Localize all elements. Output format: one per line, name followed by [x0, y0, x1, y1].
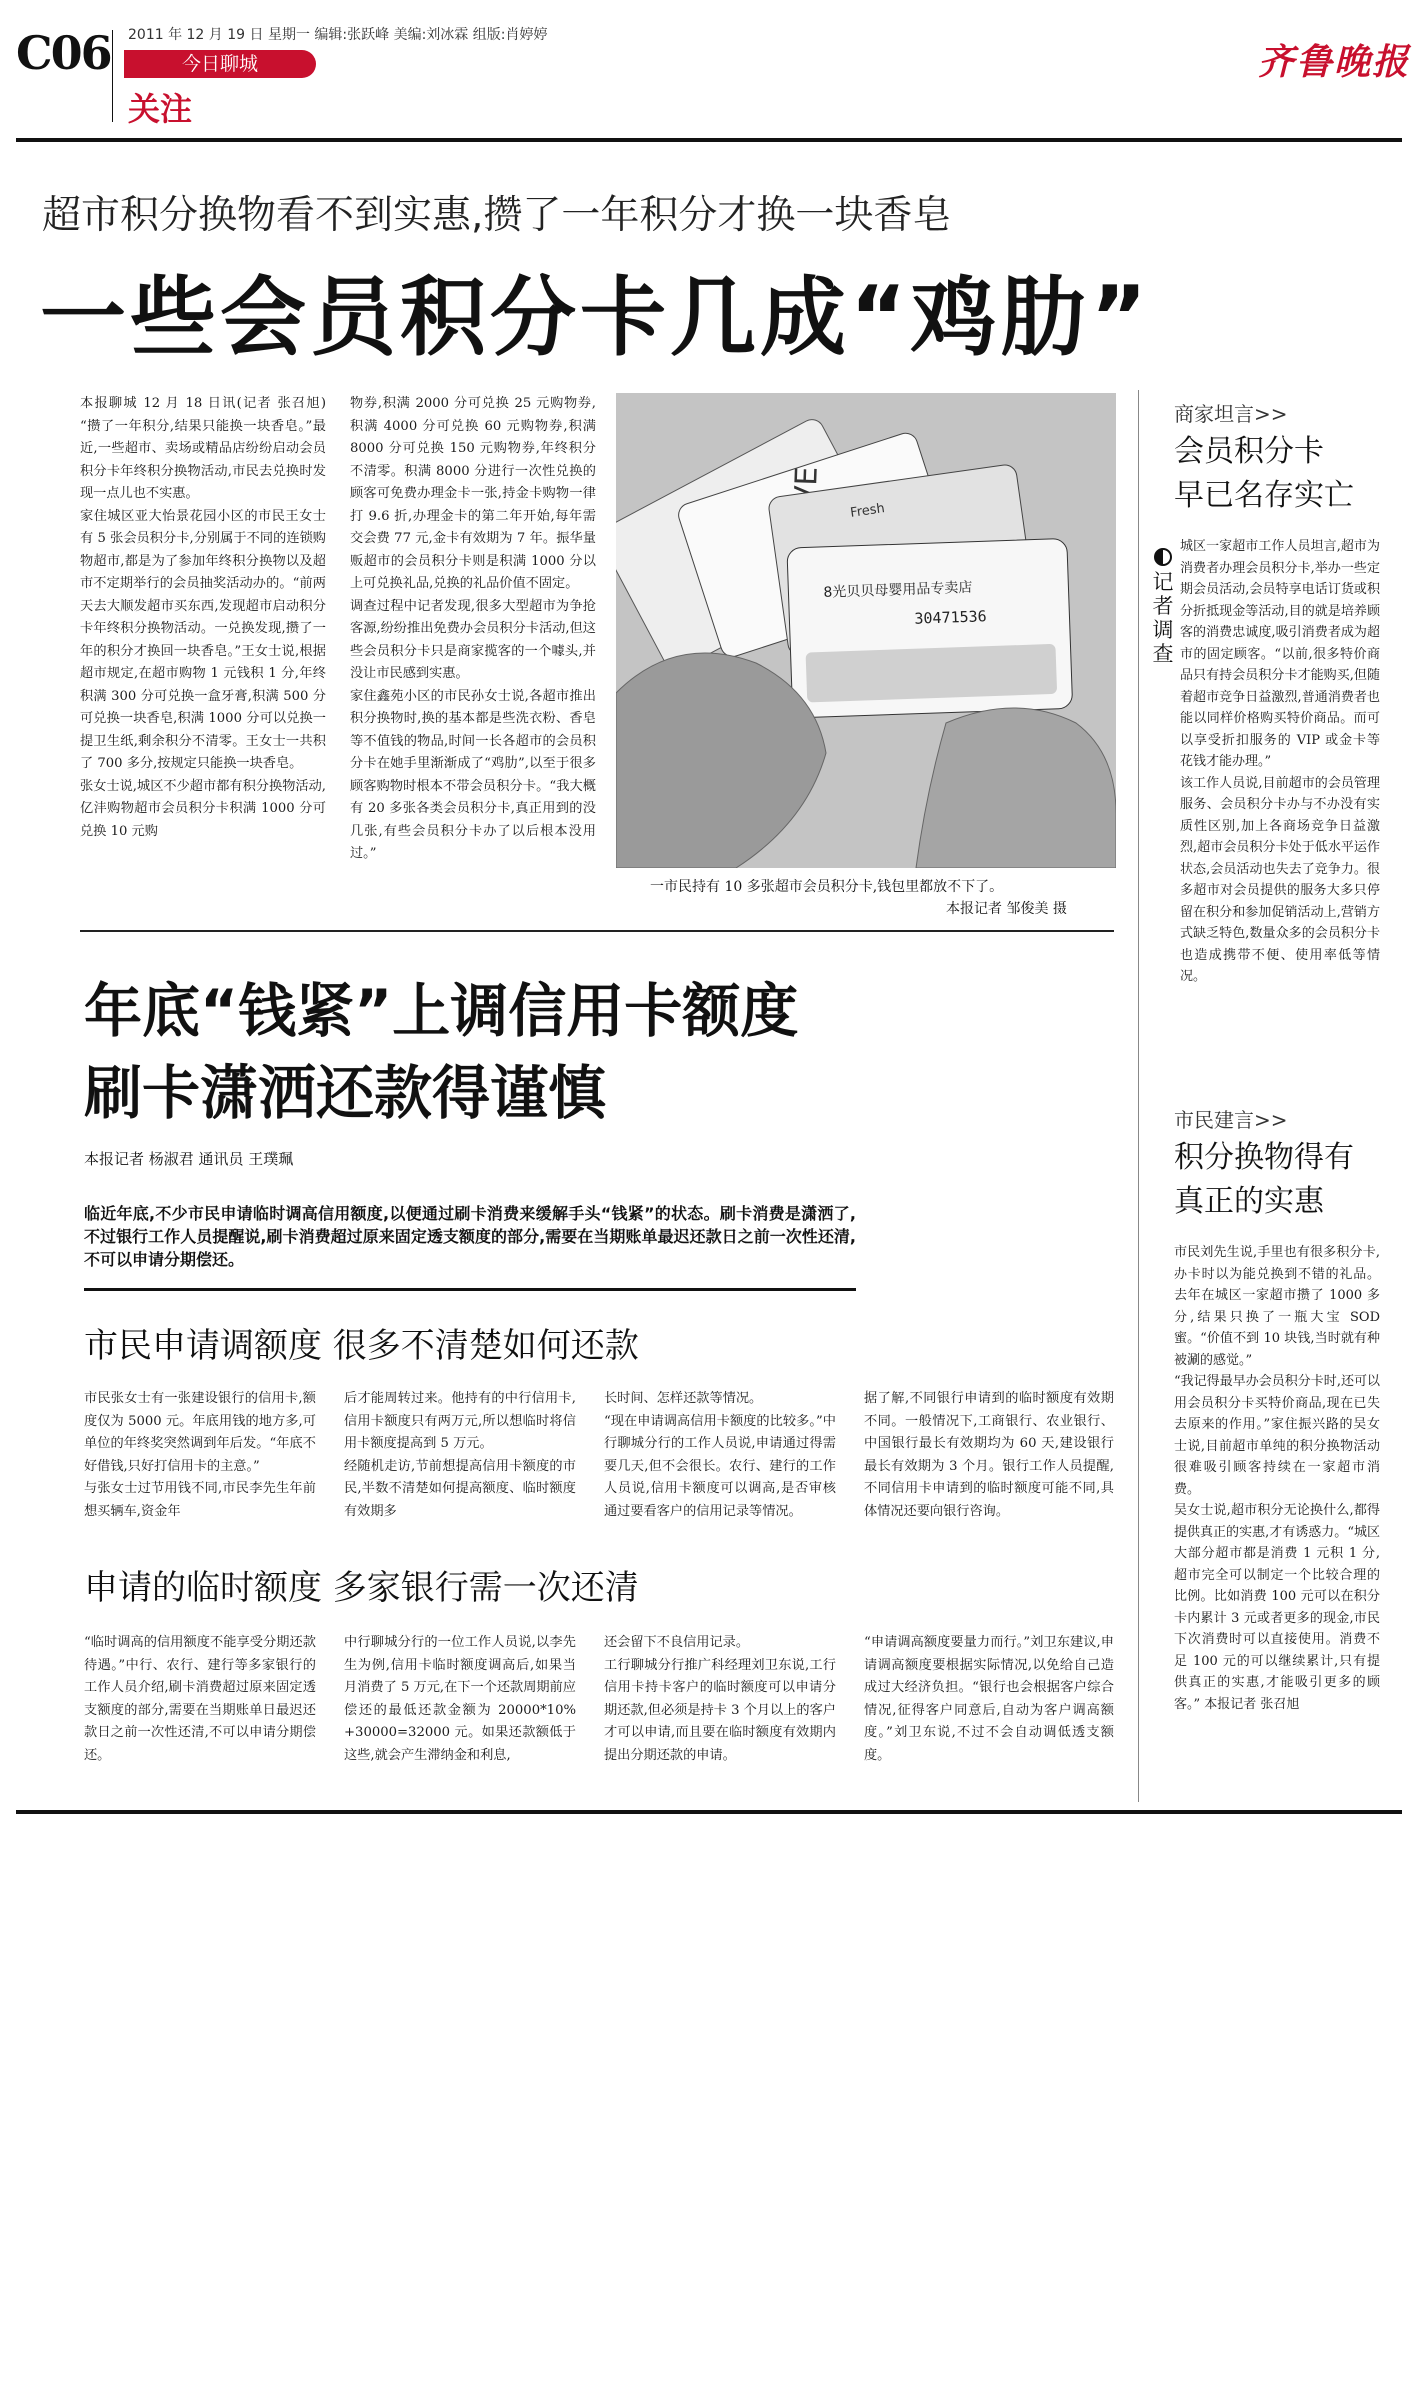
story2-s1-column-2: 后才能周转过来。他持有的中行信用卡,信用卡额度只有两万元,所以想临时将信用卡额度提高到 5 万元。 经随机走访,节前想提高信用卡额度的市民,半数不清楚如何提高额度、临时额度有效期多 [344, 1391, 576, 1519]
story2-subhead-2: 申请的临时额度 多家银行需一次还清 [84, 1568, 639, 1608]
cards-illustration [616, 393, 1116, 868]
sidebar-tag-text: 记者调查 [1152, 570, 1174, 666]
card-text-number: 30471536 [914, 607, 987, 628]
sidebar-label-1: 商家坦言>> [1174, 402, 1288, 426]
story2-s2-column-4: “申请调高额度要量力而行。”刘卫东建议,申请调高额度要根据实际情况,以免给自己造成过大经济负担。“银行也会根据客户综合情况,征得客户同意后,自动为客户调高额度。”刘卫东说,不过不会自动调低透支额度。 [864, 1635, 1114, 1763]
sidebar-title-1-line-2: 早已名存实亡 [1174, 478, 1354, 513]
header-divider [112, 30, 113, 122]
sidebar-tag [1150, 548, 1176, 666]
card-text-fresh: Fresh [849, 501, 886, 521]
story2-s2-column-3: 还会留下不良信用记录。 工行聊城分行推广科经理刘卫东说,工行信用卡持卡客户的临时额度可以申请分期还款,但必须是持卡 3 个月以上的客户才可以申请,而且要在临时额度有效期内提出分期还款的申请。 [604, 1635, 836, 1763]
story1-headline: 一些会员积分卡几成“鸡肋” [40, 268, 1152, 368]
story2-headline-1: 年底“钱紧”上调信用卡额度 [84, 977, 799, 1045]
date-line: 2011 年 12 月 19 日 星期一 编辑:张跃峰 美编:刘冰霖 组版:肖婷婷 [128, 27, 548, 43]
sidebar-text-2: 市民刘先生说,手里也有很多积分卡,办卡时以为能兑换到不错的礼品。去年在城区一家超市攒了 1000 多分,结果只换了一瓶大宝 SOD 蜜。“价值不到 10 块钱,当时就有种被涮的感觉。” “我记得最早办会员积分卡时,还可以用会员积分卡买特价商品,现在已失去原来的作用。”家住振兴路的吴女士说,目前超市单纯的积分换物活动很难吸引顾客持续在一家超市消费。 吴女士说,超市积分无论换什么,都得提供真正的实惠,才有诱惑力。“城区大部分超市都是消费 1 元积 1 分,超市完全可以制定一个比较合理的比例。比如消费 100 元可以在积分卡内累计 3 元或者更多的现金,市民下次消费时可以直接使用。消费不足 100 元的可以继续累计,只有提供真正的实惠,才能吸引更多的顾客。” 本报记者 张召旭 [1174, 1245, 1380, 1712]
page-code: C06 [16, 26, 111, 80]
bottom-rule [16, 1810, 1402, 1814]
story2-subhead-1: 市民申请调额度 很多不清楚如何还款 [84, 1326, 639, 1366]
story2-s2-column-2: 中行聊城分行的一位工作人员说,以李先生为例,信用卡临时额度调高后,如果当月消费了 5 万元,在下一个还款周期前应偿还的最低还款金额为 20000*10% +30000=32000 元。如果还款额低于这些,就会产生滞纳金和利息, [344, 1635, 576, 1763]
sidebar-title-2-line-2: 真正的实惠 [1174, 1184, 1324, 1219]
story-divider [80, 930, 1114, 932]
sidebar-label-2: 市民建言>> [1174, 1108, 1288, 1132]
story2-lead: 临近年底,不少市民申请临时调高信用额度,以便通过刷卡消费来缓解手头“钱紧”的状态。刷卡消费是潇洒了,不过银行工作人员提醒说,刷卡消费超过原来固定透支额度的部分,需要在当期账单最迟还款日之前一次性还清,不可以申请分期偿还。 [84, 1204, 856, 1269]
story1-kicker: 超市积分换物看不到实惠,攒了一年积分才换一块香皂 [42, 193, 952, 238]
cards-photo [616, 393, 1116, 868]
lead-rule [84, 1288, 856, 1291]
sidebar-text-1: 城区一家超市工作人员坦言,超市为消费者办理会员积分卡,举办一些定期会员活动,会员特享电话订货或积分折抵现金等活动,目的就是培养顾客的消费忠诚度,吸引消费者成为超市的固定顾客。“以前,很多特价商品只有持会员积分卡才能购买,但随着超市竞争日益激烈,普通消费者也能以同样价格购买特价商品。而可以享受折扣服务的 VIP 或金卡等花钱才能办理。” 该工作人员说,目前超市的会员管理服务、会员积分卡办与不办没有实质性区别,加上各商场竞争日益激烈,超市会员积分卡处于低水平运作状态,会员活动也失去了竞争力。很多超市对会员提供的服务大多只停留在积分和参加促销活动上,营销方式缺乏特色,数量众多的会员积分卡也造成携带不便、使用率低等情况。 [1180, 539, 1380, 984]
header-rule [16, 138, 1402, 142]
section-tag [124, 50, 316, 78]
story2-s1-column-4: 据了解,不同银行申请到的临时额度有效期不同。一般情况下,工商银行、农业银行、中国银行最长有效期均为 60 天,建设银行最长有效期为 3 个月。银行工作人员提醒,不同信用卡申请到的临时额度可能不同,具体情况还要向银行咨询。 [864, 1391, 1114, 1519]
sidebar-title-1-line-1: 会员积分卡 [1174, 434, 1324, 469]
story2-byline: 本报记者 杨淑君 通讯员 王璞珮 [84, 1150, 294, 1168]
story2-s1-column-3: 长时间、怎样还款等情况。 “现在申请调高信用卡额度的比较多。”中行聊城分行的工作人员说,申请通过得需要几天,但不会很长。农行、建行的工作人员说,信用卡额度可以调高,是否审核通过要看客户的信用记录等情况。 [604, 1391, 836, 1519]
photo-caption: 一市民持有 10 多张超市会员积分卡,钱包里都放不下了。 [650, 879, 1004, 895]
photo-credit: 本报记者 邹俊美 摄 [946, 901, 1067, 917]
section-title: 关注 [128, 90, 193, 128]
story2-headline-2: 刷卡潇洒还款得谨慎 [84, 1059, 607, 1127]
story2-s2-column-1: “临时调高的信用额度不能享受分期还款待遇。”中行、农行、建行等多家银行的工作人员介绍,刷卡消费超过原来固定透支额度的部分,需要在当期账单日最迟还款日之前一次性还清,不可以申请分期偿还。 [84, 1635, 316, 1763]
masthead-logo: 齐鲁晚报 [1258, 41, 1411, 83]
card-text-shop: 8光贝贝母婴用品专卖店 [823, 579, 973, 601]
story1-column-2: 物券,积满 2000 分可兑换 25 元购物券,积满 4000 分可兑换 60 元购物券,积满 8000 分可兑换 150 元购物券,年终积分不清零。积满 8000 分进行一次性兑换的顾客可免费办理金卡一张,持金卡购物一律打 9.6 折,办理金卡的第二年开始,每年需交会费 77 元,金卡有效期为 7 年。振华量贩超市的会员积分卡则是积满 1000 分以上可兑换礼品,兑换的礼品价值不固定。 调查过程中记者发现,很多大型超市为争抢客源,纷纷推出免费办会员积分卡活动,但这些会员积分卡只是商家揽客的一个噱头,并没让市民感到实惠。 家住鑫苑小区的市民孙女士说,各超市推出积分换物时,换的基本都是些洗衣粉、香皂等不值钱的物品,时间一长各超市的会员积分卡在她手里渐渐成了“鸡肋”,以至于很多顾客购物时根本不带会员积分卡。“我大概有 20 多张各类会员积分卡,真正用到的没几张,有些会员积分卡办了以后根本没用过。” [350, 396, 596, 861]
sidebar-title-2-line-1: 积分换物得有 [1174, 1140, 1354, 1175]
section-tag-text: 今日聊城 [181, 53, 258, 75]
story2-s1-column-1: 市民张女士有一张建设银行的信用卡,额度仅为 5000 元。年底用钱的地方多,可单位的年终奖突然调到年后发。“年底不好借钱,只好打信用卡的主意。” 与张女士过节用钱不同,市民李先生年前想买辆车,资金年 [84, 1391, 316, 1519]
sidebar-title-1 [1174, 430, 1354, 518]
sidebar-title-2 [1174, 1136, 1354, 1224]
story1-column-1: 本报聊城 12 月 18 日讯(记者 张召旭) “攒了一年积分,结果只能换一块香皂。”最近,一些超市、卖场或精品店纷纷启动会员积分卡年终积分换物活动,市民去兑换时发现一点儿也不实惠。 家住城区亚大怡景花园小区的市民王女士有 5 张会员积分卡,分别属于不同的连锁购物超市,都是为了参加年终积分换物以及超市不定期举行的会员抽奖活动办的。“前两天去大顺发超市买东西,发现超市启动积分卡年终积分换物活动。一兑换发现,攒了一年的积分才换回一块香皂。”王女士说,根据超市规定,在超市购物 1 元钱积 1 分,年终积满 300 分可兑换一盒牙膏,积满 500 分可兑换一块香皂,积满 1000 分可以兑换一提卫生纸,剩余积分不清零。王女士一共积了 700 多分,按规定只能换一块香皂。 张女士说,城区不少超市都有积分换物活动,亿沣购物超市会员积分卡积满 1000 分可兑换 10 元购 [80, 396, 326, 839]
sidebar-divider [1138, 390, 1139, 1802]
circle-icon [1154, 548, 1172, 566]
